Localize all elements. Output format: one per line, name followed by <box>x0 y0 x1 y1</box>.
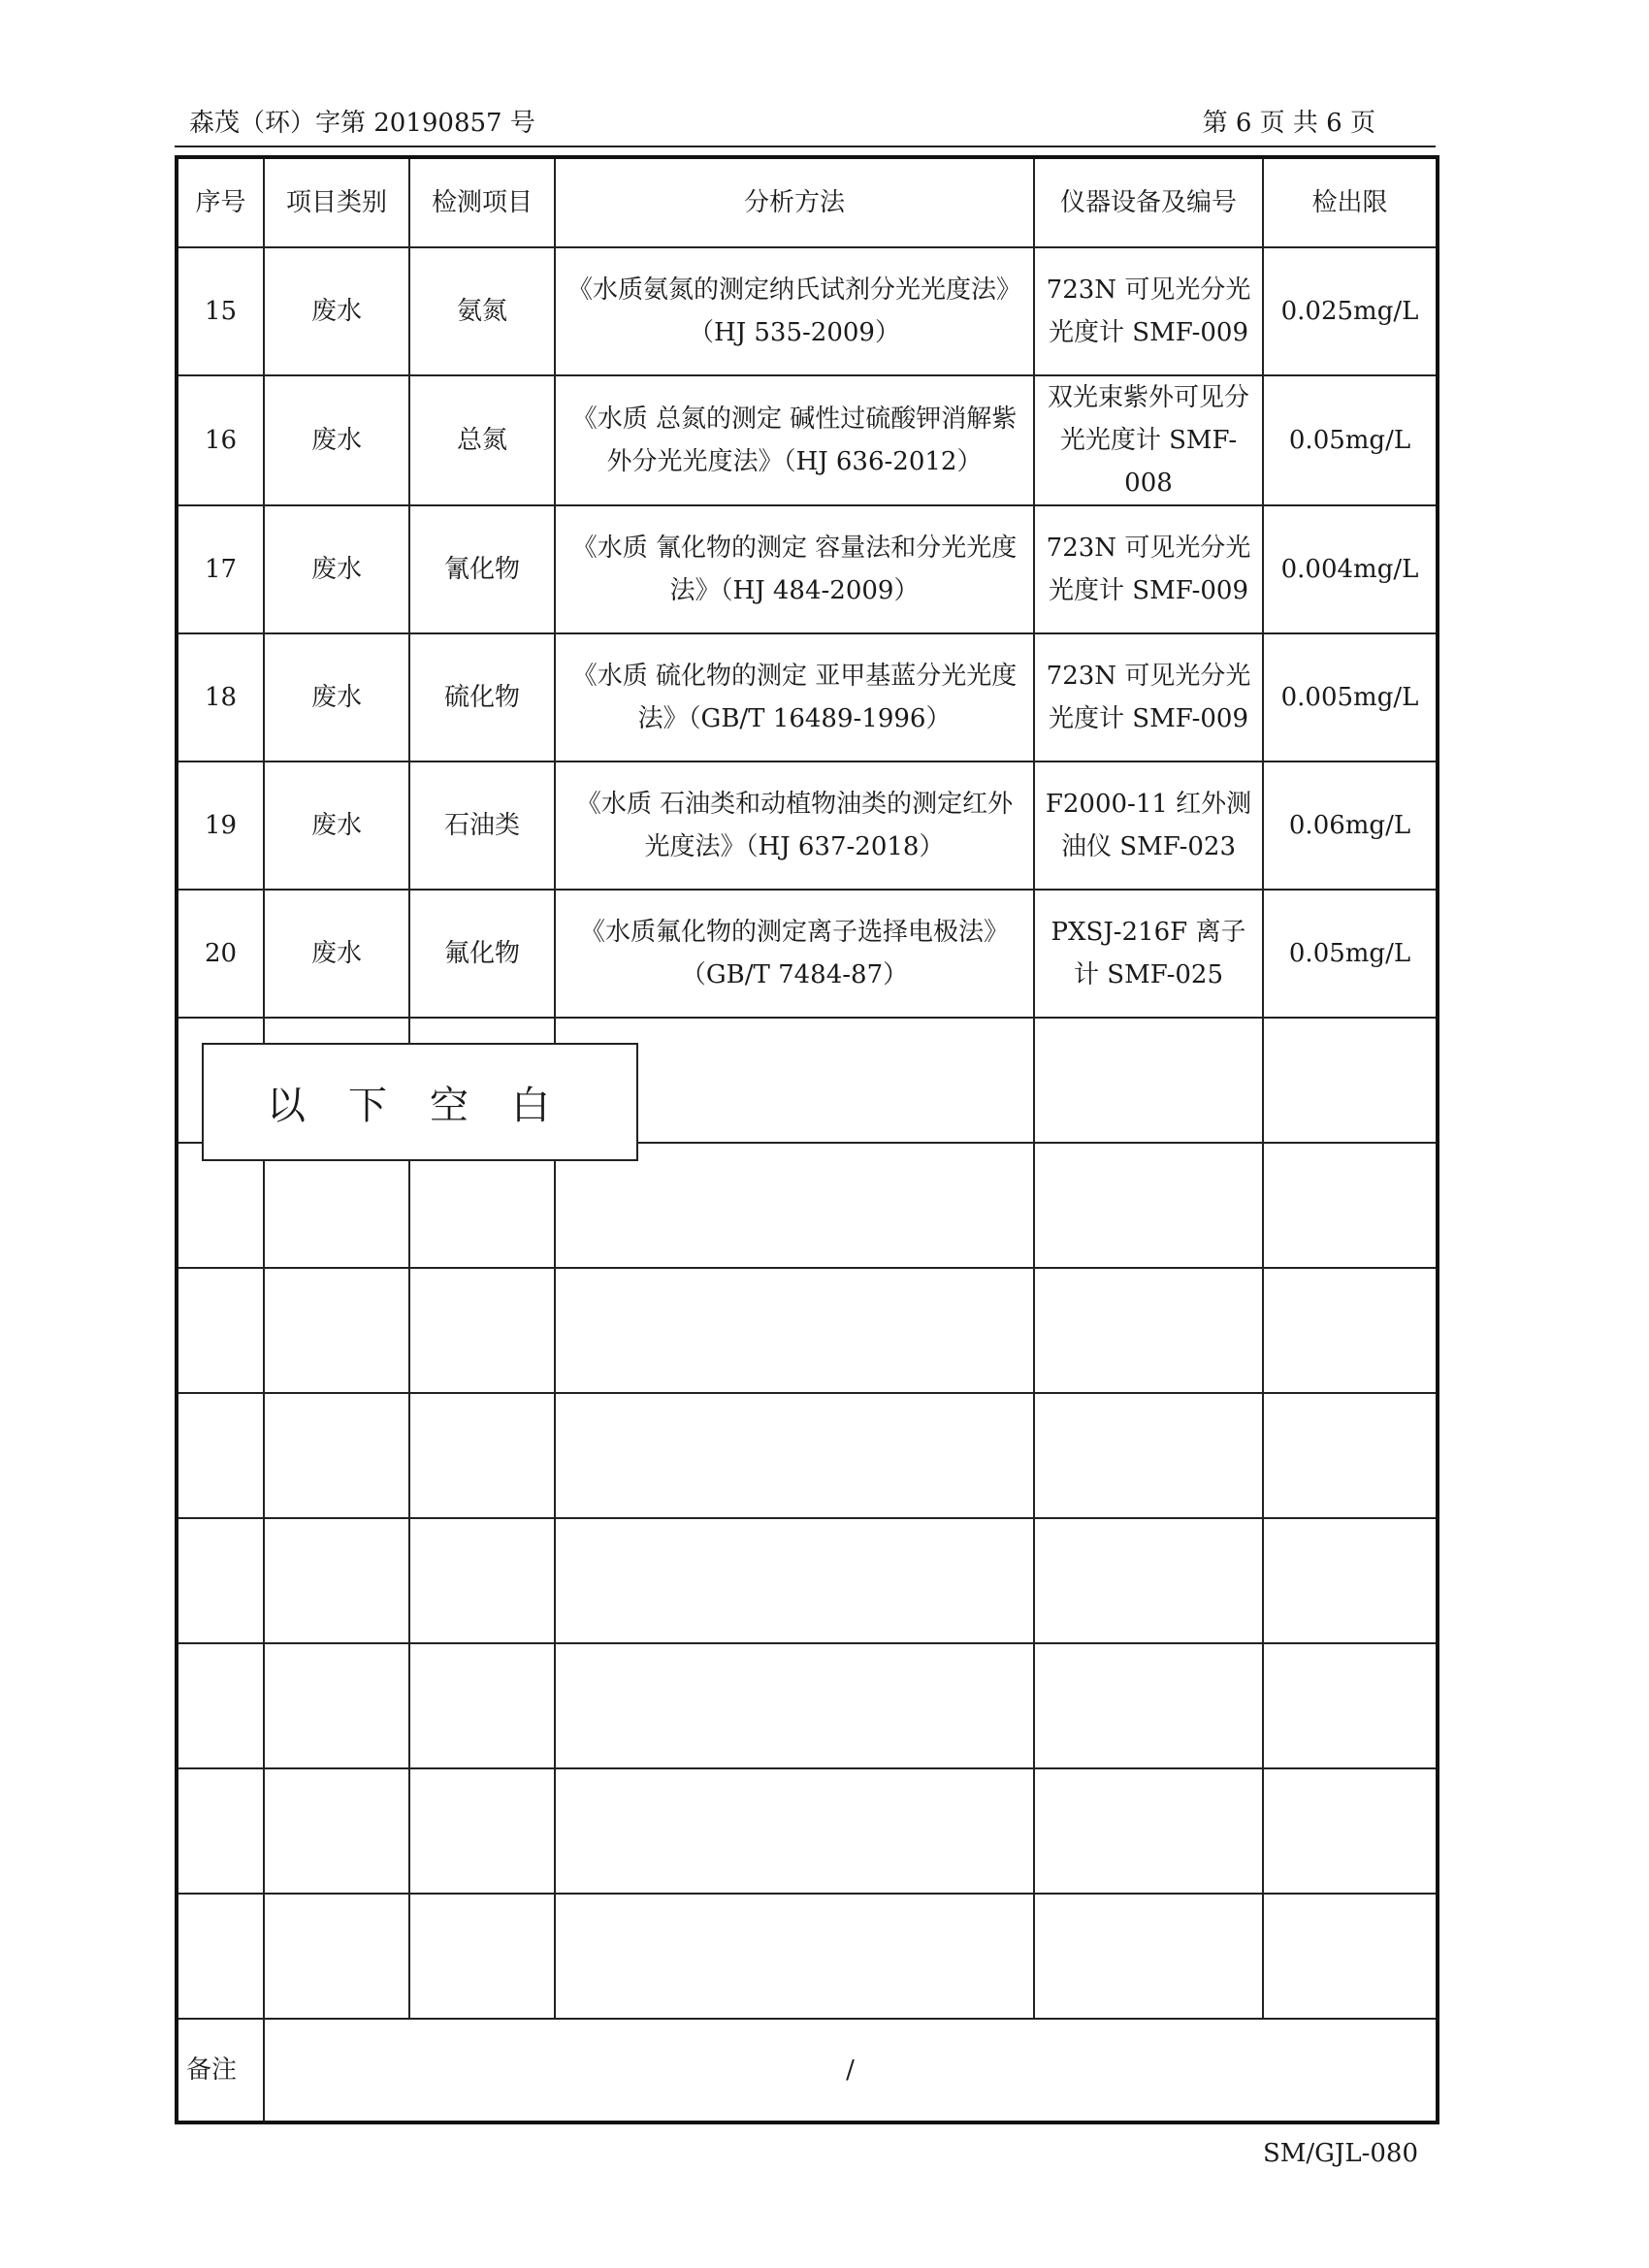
column-header-method: 分析方法 <box>555 157 1034 247</box>
cell-limit: 0.025mg/L <box>1263 247 1438 375</box>
column-header-item: 检测项目 <box>409 157 555 247</box>
cell-instrument: PXSJ-216F 离子计 SMF-025 <box>1034 890 1263 1018</box>
remark-value: / <box>264 2019 1438 2122</box>
blank-below-stamp: 以下空白 <box>202 1043 638 1161</box>
cell-method: 《水质 氰化物的测定 容量法和分光光度法》（HJ 484-2009） <box>555 505 1034 633</box>
cell-method: 《水质氨氮的测定纳氏试剂分光光度法》（HJ 535-2009） <box>555 247 1034 375</box>
page-info: 第 6 页 共 6 页 <box>1202 109 1375 138</box>
empty-table-row <box>177 1894 1438 2019</box>
cell-item: 石油类 <box>409 761 555 890</box>
cell-instrument: 723N 可见光分光光度计 SMF-009 <box>1034 505 1263 633</box>
cell-category: 废水 <box>264 890 409 1018</box>
table-header-row <box>177 157 1438 247</box>
cell-instrument: 723N 可见光分光光度计 SMF-009 <box>1034 247 1263 375</box>
empty-table-row <box>177 1393 1438 1518</box>
empty-table-row <box>177 1268 1438 1393</box>
cell-instrument: 双光束紫外可见分光光度计 SMF-008 <box>1034 375 1263 505</box>
cell-item: 硫化物 <box>409 633 555 761</box>
header-divider <box>175 146 1436 147</box>
cell-item: 氨氮 <box>409 247 555 375</box>
form-code: SM/GJL-080 <box>1262 2139 1418 2168</box>
table-row <box>177 890 1438 1018</box>
empty-table-row <box>177 1518 1438 1643</box>
cell-method: 《水质 石油类和动植物油类的测定红外光度法》（HJ 637-2018） <box>555 761 1034 890</box>
table-row <box>177 761 1438 890</box>
cell-category: 废水 <box>264 375 409 505</box>
table-row <box>177 633 1438 761</box>
cell-instrument: F2000-11 红外测油仪 SMF-023 <box>1034 761 1263 890</box>
remark-row <box>177 2019 1438 2122</box>
column-header-instrument: 仪器设备及编号 <box>1034 157 1263 247</box>
cell-limit: 0.05mg/L <box>1263 890 1438 1018</box>
cell-category: 废水 <box>264 761 409 890</box>
cell-no: 16 <box>177 375 264 505</box>
empty-table-row <box>177 1143 1438 1268</box>
cell-no: 19 <box>177 761 264 890</box>
cell-item: 总氮 <box>409 375 555 505</box>
empty-table-row <box>177 1768 1438 1894</box>
cell-no: 18 <box>177 633 264 761</box>
cell-category: 废水 <box>264 505 409 633</box>
report-number: 森茂（环）字第 20190857 号 <box>189 109 535 138</box>
cell-limit: 0.004mg/L <box>1263 505 1438 633</box>
column-header-no: 序号 <box>177 157 264 247</box>
table-row <box>177 505 1438 633</box>
cell-item: 氰化物 <box>409 505 555 633</box>
cell-no: 17 <box>177 505 264 633</box>
column-header-limit: 检出限 <box>1263 157 1438 247</box>
cell-method: 《水质 硫化物的测定 亚甲基蓝分光光度法》（GB/T 16489-1996） <box>555 633 1034 761</box>
remark-label: 备注 <box>177 2019 264 2122</box>
cell-limit: 0.005mg/L <box>1263 633 1438 761</box>
column-header-category: 项目类别 <box>264 157 409 247</box>
cell-limit: 0.06mg/L <box>1263 761 1438 890</box>
table-row <box>177 247 1438 375</box>
cell-item: 氟化物 <box>409 890 555 1018</box>
cell-limit: 0.05mg/L <box>1263 375 1438 505</box>
cell-method: 《水质氟化物的测定离子选择电极法》（GB/T 7484-87） <box>555 890 1034 1018</box>
cell-no: 20 <box>177 890 264 1018</box>
cell-category: 废水 <box>264 633 409 761</box>
cell-instrument: 723N 可见光分光光度计 SMF-009 <box>1034 633 1263 761</box>
cell-no: 15 <box>177 247 264 375</box>
table-row <box>177 375 1438 505</box>
empty-table-row <box>177 1643 1438 1768</box>
cell-category: 废水 <box>264 247 409 375</box>
cell-method: 《水质 总氮的测定 碱性过硫酸钾消解紫外分光光度法》（HJ 636-2012） <box>555 375 1034 505</box>
